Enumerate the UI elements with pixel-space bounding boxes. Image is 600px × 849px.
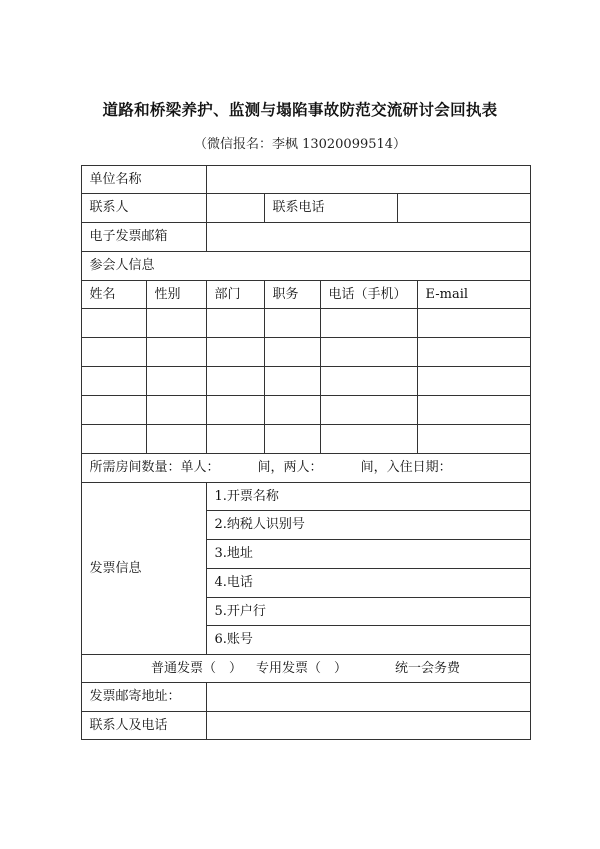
- invoice-info-label: 发票信息: [81, 482, 207, 655]
- attendee-phone-cell[interactable]: [320, 337, 418, 367]
- mailing-address-field[interactable]: [206, 682, 531, 712]
- invoice-item-name[interactable]: 1.开票名称: [206, 482, 531, 511]
- attendee-phone-cell[interactable]: [320, 366, 418, 396]
- invoice-type-line: [81, 654, 531, 683]
- page-title: 道路和桥梁养护、监测与塌陷事故防范交流研讨会回执表: [102, 101, 498, 119]
- mailing-address-label: 发票邮寄地址：: [81, 682, 207, 712]
- attendee-gender-cell[interactable]: [146, 337, 207, 367]
- header-position: 职务: [264, 280, 321, 309]
- invoice-email-field[interactable]: [206, 222, 531, 252]
- attendee-email-cell[interactable]: [417, 366, 531, 396]
- attendee-position-cell[interactable]: [264, 308, 321, 338]
- attendee-email-cell[interactable]: [417, 424, 531, 454]
- attendee-gender-cell[interactable]: [146, 424, 207, 454]
- attendee-name-cell[interactable]: [81, 366, 147, 396]
- attendee-department-cell[interactable]: [206, 424, 265, 454]
- contact-label: 联系人: [81, 193, 207, 223]
- attendee-gender-cell[interactable]: [146, 366, 207, 396]
- attendee-phone-cell[interactable]: [320, 395, 418, 425]
- header-gender: 性别: [146, 280, 207, 309]
- header-phone: 电话（手机）: [320, 280, 418, 309]
- attendee-position-cell[interactable]: [264, 337, 321, 367]
- contact-phone-field[interactable]: [397, 193, 531, 223]
- room-count-line: 所需房间数量： 单人： 间， 两人： 间， 入住日期：: [81, 453, 531, 483]
- attendee-phone-cell[interactable]: [320, 308, 418, 338]
- unit-name-label: 单位名称: [81, 165, 207, 194]
- invoice-item-tax-id[interactable]: 2.纳税人识别号: [206, 510, 531, 540]
- attendee-position-cell[interactable]: [264, 366, 321, 396]
- header-name: 姓名: [81, 280, 147, 309]
- attendee-position-cell[interactable]: [264, 424, 321, 454]
- contact-and-phone-label: 联系人及电话: [81, 711, 207, 740]
- unified-fee-label: 统一会务费: [395, 660, 461, 676]
- contact-phone-label: 联系电话: [264, 193, 398, 223]
- attendee-email-cell[interactable]: [417, 308, 531, 338]
- unit-name-field[interactable]: [206, 165, 531, 194]
- invoice-item-address[interactable]: 3.地址: [206, 539, 531, 569]
- contact-and-phone-field[interactable]: [206, 711, 531, 740]
- attendee-name-cell[interactable]: [81, 337, 147, 367]
- invoice-item-bank[interactable]: 5.开户行: [206, 597, 531, 626]
- attendee-name-cell[interactable]: [81, 424, 147, 454]
- invoice-item-phone[interactable]: 4.电话: [206, 568, 531, 598]
- attendee-department-cell[interactable]: [206, 395, 265, 425]
- attendee-position-cell[interactable]: [264, 395, 321, 425]
- attendee-gender-cell[interactable]: [146, 395, 207, 425]
- attendee-email-cell[interactable]: [417, 337, 531, 367]
- attendee-name-cell[interactable]: [81, 308, 147, 338]
- header-department: 部门: [206, 280, 265, 309]
- attendee-phone-cell[interactable]: [320, 424, 418, 454]
- invoice-email-label: 电子发票邮箱: [81, 222, 207, 252]
- attendee-department-cell[interactable]: [206, 308, 265, 338]
- normal-invoice-option[interactable]: 普通发票（ ）: [150, 660, 242, 676]
- invoice-item-account[interactable]: 6.账号: [206, 625, 531, 655]
- special-invoice-option[interactable]: 专用发票（ ）: [255, 660, 347, 676]
- contact-field[interactable]: [206, 193, 265, 223]
- header-email: E-mail: [417, 280, 531, 309]
- attendee-name-cell[interactable]: [81, 395, 147, 425]
- attendee-department-cell[interactable]: [206, 337, 265, 367]
- registration-note: （微信报名：李枫 13020099514）: [193, 137, 407, 152]
- attendee-info-label: 参会人信息: [81, 251, 531, 281]
- attendee-email-cell[interactable]: [417, 395, 531, 425]
- attendee-gender-cell[interactable]: [146, 308, 207, 338]
- attendee-department-cell[interactable]: [206, 366, 265, 396]
